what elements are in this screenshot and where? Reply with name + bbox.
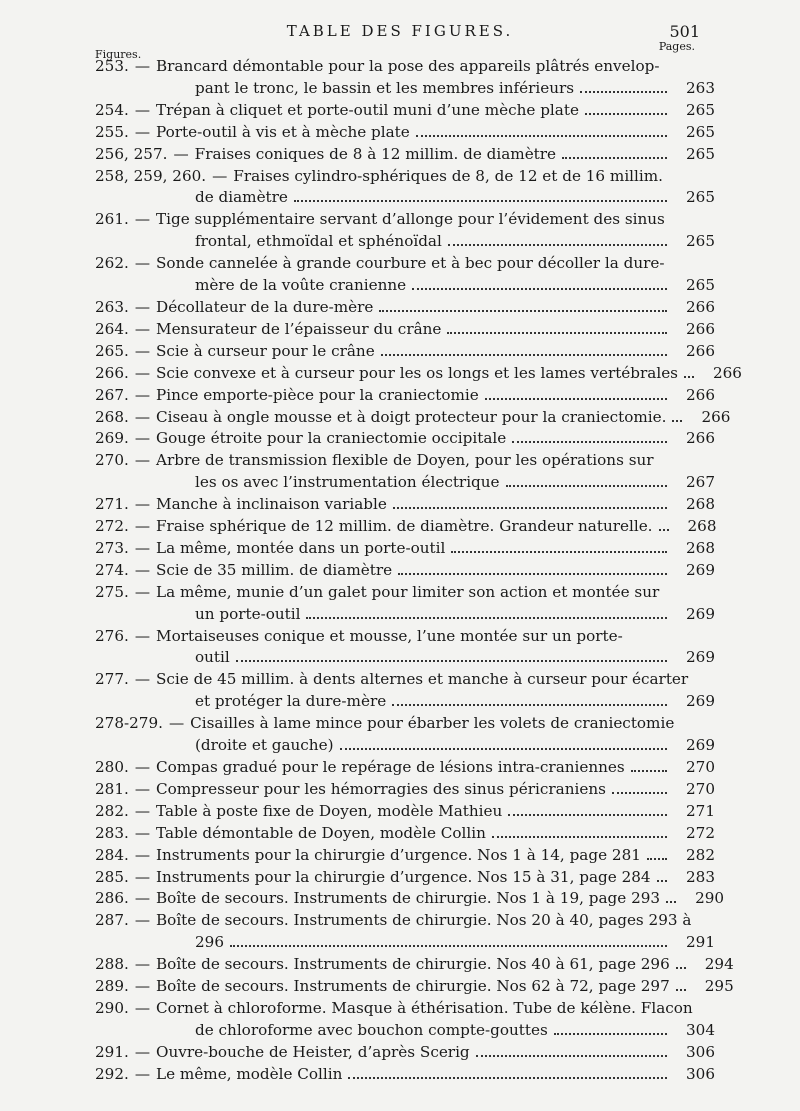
figure-caption: Fraises cylindro-sphériques de 8, de 12 et de 16 millim.: [233, 166, 663, 185]
figure-number: 288.: [95, 955, 129, 974]
figure-number: 284.: [95, 845, 129, 864]
figure-entry: [95, 494, 715, 516]
entry-line: [95, 867, 715, 889]
figure-entry: [95, 56, 715, 100]
figure-number: 254.: [95, 100, 129, 119]
entry-line: [95, 209, 715, 231]
em-dash: —: [134, 560, 151, 579]
figure-caption: Mensurateur de l’épaisseur du crâne: [156, 319, 442, 338]
figure-number: 255.: [95, 122, 129, 141]
figure-entry: [95, 407, 731, 429]
entry-line: [95, 538, 715, 560]
figure-number: 270.: [95, 451, 129, 470]
em-dash: —: [134, 363, 151, 382]
figure-entry: [95, 144, 715, 166]
dot-leader: [379, 302, 667, 312]
em-dash: —: [212, 166, 228, 185]
page-reference: 268: [686, 538, 715, 557]
figure-caption: Manche à inclinaison variable: [156, 495, 387, 514]
dot-leader: [476, 1047, 667, 1057]
figure-entry: [95, 669, 715, 713]
entry-line: [95, 954, 734, 976]
figure-number: 282.: [95, 801, 129, 820]
figure-caption: Cisailles à lame mince pour ébarber les volets de craniectomie: [190, 714, 675, 733]
figure-caption: Instruments pour la chirurgie d’urgence. Nos 1 à 14, page 281: [156, 845, 641, 864]
figure-entry: [95, 1064, 715, 1086]
figure-number: 265.: [95, 341, 129, 360]
page-reference: 290: [695, 889, 725, 908]
figure-entry: [95, 823, 715, 845]
dot-leader: [412, 280, 667, 290]
figure-entry: [95, 888, 725, 910]
figure-caption: (droite et gauche): [195, 736, 334, 755]
page-reference: 265: [686, 122, 715, 141]
entry-line: [95, 1064, 715, 1086]
figure-caption: Trépan à cliquet et porte-outil muni d’une mèche plate: [156, 100, 579, 119]
entry-line: [95, 78, 715, 100]
page-reference: 266: [686, 429, 715, 448]
figure-number: 285.: [95, 867, 129, 886]
figure-number: 283.: [95, 823, 129, 842]
entry-line: [95, 998, 715, 1020]
figure-entry: [95, 253, 715, 297]
em-dash: —: [134, 758, 151, 776]
page-reference: 265: [686, 232, 715, 251]
page-reference: 269: [686, 692, 715, 711]
entry-line: [95, 976, 734, 998]
figure-number: 274.: [95, 560, 129, 579]
figure-entry: [95, 122, 715, 144]
dot-leader: [448, 236, 667, 246]
entry-line: [95, 100, 715, 122]
dot-leader: [393, 499, 667, 509]
figure-number: 256, 257.: [95, 144, 168, 163]
entry-line: [95, 713, 715, 735]
figure-caption: de chloroforme avec bouchon compte-gouttes: [195, 1020, 548, 1039]
entry-line: [95, 319, 715, 341]
figure-caption: Compresseur pour les hémorragies des sinus péricraniens: [156, 779, 606, 798]
em-dash: —: [134, 955, 151, 974]
page-reference: 265: [686, 188, 715, 207]
figure-caption: Boîte de secours. Instruments de chirurgie. Nos 1 à 19, page 293: [156, 889, 661, 908]
dot-leader: [447, 324, 667, 334]
entry-line: [95, 472, 715, 494]
figure-entry: [95, 976, 734, 998]
column-heading-pages: Pages.: [658, 40, 695, 53]
running-title: TABLE DES FIGURES.: [286, 22, 514, 40]
em-dash: —: [134, 210, 151, 229]
dot-leader: [666, 893, 676, 903]
entry-line: [95, 735, 715, 757]
em-dash: —: [168, 714, 185, 733]
page-reference: 266: [686, 297, 715, 316]
figure-number: 273.: [95, 538, 129, 557]
dot-leader: [580, 83, 667, 93]
figure-entry: [95, 166, 715, 210]
dot-leader: [684, 368, 694, 378]
figure-caption: frontal, ethmoïdal et sphénoïdal: [195, 232, 442, 251]
page-reference: 270: [686, 758, 715, 776]
page-reference: 265: [686, 144, 715, 163]
page-reference: 295: [704, 977, 734, 996]
figure-number: 269.: [95, 429, 129, 448]
dot-leader: [554, 1025, 667, 1035]
em-dash: —: [134, 582, 151, 601]
dot-leader: [631, 762, 667, 772]
page-reference: 291: [686, 933, 715, 952]
figure-entry: [95, 428, 715, 450]
figure-entry: [95, 626, 715, 670]
page-reference: 267: [686, 473, 715, 492]
figure-caption: La même, munie d’un galet pour limiter son action et montée sur: [156, 582, 660, 601]
figure-number: 262.: [95, 254, 129, 273]
figure-entry: [95, 998, 715, 1042]
figure-caption: Boîte de secours. Instruments de chirurgie. Nos 20 à 40, pages 293 à: [156, 911, 692, 930]
page-reference: 306: [686, 1042, 715, 1061]
entry-line: [95, 582, 715, 604]
entry-line: [95, 122, 715, 144]
em-dash: —: [134, 297, 151, 316]
page-reference: 282: [686, 845, 715, 864]
dot-leader: [562, 149, 667, 159]
entry-line: [95, 669, 715, 691]
figure-caption: un porte-outil: [195, 604, 301, 623]
em-dash: —: [134, 100, 151, 119]
dot-leader: [512, 433, 667, 443]
em-dash: —: [134, 670, 151, 689]
dot-leader: [392, 696, 667, 706]
entry-line: [95, 779, 715, 801]
page-reference: 283: [686, 867, 715, 886]
figure-caption: Cornet à chloroforme. Masque à éthérisation. Tube de kélène. Flacon: [156, 998, 693, 1017]
figure-caption: et protéger la dure-mère: [195, 692, 387, 711]
dot-leader: [381, 346, 667, 356]
figure-entry: [95, 450, 715, 494]
page-reference: 263: [686, 78, 715, 97]
dot-leader: [508, 806, 667, 816]
figure-entry: [95, 341, 715, 363]
page-reference: 266: [686, 385, 715, 404]
em-dash: —: [134, 1064, 151, 1083]
em-dash: —: [134, 1042, 151, 1061]
page-number: 501: [669, 22, 700, 41]
entry-line: [95, 56, 715, 78]
figure-caption: les os avec l’instrumentation électrique: [195, 473, 500, 492]
figure-number: 287.: [95, 911, 129, 930]
figure-entry: [95, 954, 734, 976]
figure-entry: [95, 560, 715, 582]
figure-number: 268.: [95, 407, 129, 426]
figure-caption: Fraises coniques de 8 à 12 millim. de diamètre: [194, 144, 557, 163]
figure-caption: Scie de 45 millim. à dents alternes et manche à curseur pour écarter: [156, 670, 689, 689]
figure-entry: [95, 713, 715, 757]
figure-number: 253.: [95, 57, 129, 75]
figure-caption: Pince emporte-pièce pour la craniectomie: [156, 385, 479, 404]
figure-caption: pant le tronc, le bassin et les membres inférieurs: [195, 78, 575, 97]
figure-caption: Le même, modèle Collin: [156, 1064, 343, 1083]
em-dash: —: [134, 254, 151, 273]
figure-caption: Porte-outil à vis et à mèche plate: [156, 122, 410, 141]
column-heading-figures: Figures.: [95, 48, 142, 61]
figure-number: 281.: [95, 779, 129, 798]
em-dash: —: [134, 889, 151, 908]
entry-line: [95, 187, 715, 209]
em-dash: —: [134, 341, 151, 360]
entry-line: [95, 166, 715, 188]
figure-entry: [95, 910, 715, 954]
dot-leader: [647, 850, 667, 860]
figure-entry: [95, 363, 742, 385]
page-reference: 268: [687, 517, 717, 536]
page-reference: 266: [686, 319, 715, 338]
figure-entry: [95, 100, 715, 122]
dot-leader: [612, 784, 667, 794]
page-reference: 266: [701, 407, 731, 426]
entry-line: [95, 647, 715, 669]
dot-leader: [676, 981, 686, 991]
figure-entry: [95, 801, 715, 823]
page-reference: 271: [686, 801, 715, 820]
em-dash: —: [134, 911, 151, 930]
figure-caption: Brancard démontable pour la pose des appareils plâtrés envelop-: [156, 57, 660, 75]
figure-entry: [95, 1042, 715, 1064]
figure-number: 264.: [95, 319, 129, 338]
entry-line: [95, 560, 715, 582]
entry-line: [95, 341, 715, 363]
entry-line: [95, 691, 715, 713]
em-dash: —: [134, 319, 151, 338]
figure-caption: Table démontable de Doyen, modèle Collin: [156, 823, 486, 842]
figure-number: 291.: [95, 1042, 129, 1061]
em-dash: —: [134, 801, 151, 820]
dot-leader: [672, 412, 682, 422]
em-dash: —: [134, 998, 151, 1017]
page-reference: 268: [686, 495, 715, 514]
dot-leader: [585, 105, 667, 115]
dot-leader: [340, 740, 667, 750]
figure-number: 292.: [95, 1064, 129, 1083]
page-reference: 294: [704, 955, 734, 974]
page-reference: 269: [686, 604, 715, 623]
figure-number: 275.: [95, 582, 129, 601]
entry-line: [95, 275, 715, 297]
figure-caption: mère de la voûte cranienne: [195, 276, 407, 295]
figure-number: 276.: [95, 626, 129, 645]
em-dash: —: [134, 429, 151, 448]
figure-caption: Gouge étroite pour la craniectomie occipitale: [156, 429, 507, 448]
dot-leader: [306, 609, 667, 619]
figure-entry: [95, 582, 715, 626]
figure-number: 261.: [95, 210, 129, 229]
entry-line: [95, 910, 715, 932]
em-dash: —: [134, 626, 151, 645]
dot-leader: [492, 828, 667, 838]
em-dash: —: [134, 779, 151, 798]
em-dash: —: [134, 451, 151, 470]
em-dash: —: [134, 823, 151, 842]
em-dash: —: [173, 144, 189, 163]
page-reference: 269: [686, 648, 715, 667]
figure-entry: [95, 297, 715, 319]
figure-number: 289.: [95, 977, 129, 996]
figure-number: 286.: [95, 889, 129, 908]
em-dash: —: [134, 407, 151, 426]
dot-leader: [230, 937, 667, 947]
figure-caption: Instruments pour la chirurgie d’urgence. Nos 15 à 31, page 284: [156, 867, 651, 886]
figure-caption: Compas gradué pour le repérage de lésions intra-craniennes: [156, 758, 625, 776]
dot-leader: [416, 127, 667, 137]
figure-caption: Ciseau à ongle mousse et à doigt protecteur pour la craniectomie.: [156, 407, 667, 426]
page-reference: 272: [686, 823, 715, 842]
entry-line: [95, 385, 715, 407]
page-reference: 265: [686, 100, 715, 119]
figure-caption: Tige supplémentaire servant d’allonge pour l’évidement des sinus: [156, 210, 665, 229]
em-dash: —: [134, 977, 151, 996]
figure-number: 263.: [95, 297, 129, 316]
entry-line: [95, 932, 715, 954]
figure-caption: Arbre de transmission flexible de Doyen, pour les opérations sur: [156, 451, 654, 470]
figure-caption: 296: [195, 933, 224, 952]
em-dash: —: [134, 517, 151, 536]
dot-leader: [659, 521, 669, 531]
figure-entry: [95, 516, 715, 538]
em-dash: —: [134, 867, 151, 886]
em-dash: —: [134, 122, 151, 141]
figure-entry: [95, 779, 715, 801]
dot-leader: [398, 565, 667, 575]
em-dash: —: [134, 495, 151, 514]
entry-line: [95, 801, 715, 823]
figure-caption: Scie convexe et à curseur pour les os longs et les lames vertébrales: [156, 363, 678, 382]
dot-leader: [236, 652, 667, 662]
figure-entry: [95, 209, 715, 253]
figure-number: 266.: [95, 363, 129, 382]
dot-leader: [348, 1069, 667, 1079]
entry-line: [95, 494, 715, 516]
figure-number: 278-279.: [95, 714, 163, 733]
figure-caption: outil: [195, 648, 230, 667]
figure-caption: Scie de 35 millim. de diamètre: [156, 560, 393, 579]
figure-caption: Scie à curseur pour le crâne: [156, 341, 375, 360]
entry-line: [95, 845, 715, 867]
figure-entry: [95, 867, 715, 889]
entry-line: [95, 253, 715, 275]
figure-entry: [95, 845, 715, 867]
dot-leader: [506, 477, 667, 487]
figure-number: 258, 259, 260.: [95, 166, 207, 185]
entry-line: [95, 888, 725, 910]
figure-number: 290.: [95, 998, 129, 1017]
figure-caption: Sonde cannelée à grande courbure et à bec pour décoller la dure-: [156, 254, 665, 273]
entry-line: [95, 757, 715, 779]
entry-line: [95, 450, 715, 472]
figure-list: [95, 56, 742, 1086]
entry-line: [95, 1042, 715, 1064]
entry-line: [95, 428, 715, 450]
dot-leader: [657, 872, 667, 882]
em-dash: —: [134, 845, 151, 864]
figure-caption: Mortaiseuses conique et mousse, l’une montée sur un porte-: [156, 626, 623, 645]
page-reference: 269: [686, 736, 715, 755]
page-reference: 265: [686, 276, 715, 295]
entry-line: [95, 604, 715, 626]
figure-entry: [95, 757, 715, 779]
entry-line: [95, 297, 715, 319]
entry-line: [95, 363, 742, 385]
figure-entry: [95, 319, 715, 341]
figure-number: 272.: [95, 517, 129, 536]
page-reference: 269: [686, 560, 715, 579]
entry-line: [95, 144, 715, 166]
figure-caption: Boîte de secours. Instruments de chirurgie. Nos 62 à 72, page 297: [156, 977, 670, 996]
figure-caption: Table à poste fixe de Doyen, modèle Mathieu: [156, 801, 503, 820]
page-reference: 266: [686, 341, 715, 360]
entry-line: [95, 626, 715, 648]
figure-caption: Ouvre-bouche de Heister, d’après Scerig: [156, 1042, 470, 1061]
figure-entry: [95, 538, 715, 560]
page-reference: 304: [686, 1020, 715, 1039]
dot-leader: [485, 390, 667, 400]
figure-number: 277.: [95, 670, 129, 689]
em-dash: —: [134, 538, 151, 557]
dot-leader: [451, 543, 667, 553]
entry-line: [95, 231, 715, 253]
em-dash: —: [134, 385, 151, 404]
figure-entry: [95, 385, 715, 407]
dot-leader: [294, 192, 667, 202]
figure-caption: de diamètre: [195, 188, 288, 207]
entry-line: [95, 823, 715, 845]
page-reference: 270: [686, 779, 715, 798]
figure-caption: Boîte de secours. Instruments de chirurgie. Nos 40 à 61, page 296: [156, 955, 670, 974]
figure-caption: La même, montée dans un porte-outil: [156, 538, 446, 557]
page-reference: 266: [712, 363, 742, 382]
dot-leader: [676, 959, 686, 969]
figure-caption: Fraise sphérique de 12 millim. de diamètre. Grandeur naturelle.: [156, 517, 653, 536]
figure-number: 280.: [95, 758, 129, 776]
em-dash: —: [134, 57, 151, 75]
entry-line: [95, 516, 715, 538]
page-reference: 306: [686, 1064, 715, 1083]
entry-line: [95, 407, 731, 429]
figure-number: 271.: [95, 495, 129, 514]
figure-caption: Décollateur de la dure-mère: [156, 297, 374, 316]
figure-number: 267.: [95, 385, 129, 404]
entry-line: [95, 1020, 715, 1042]
